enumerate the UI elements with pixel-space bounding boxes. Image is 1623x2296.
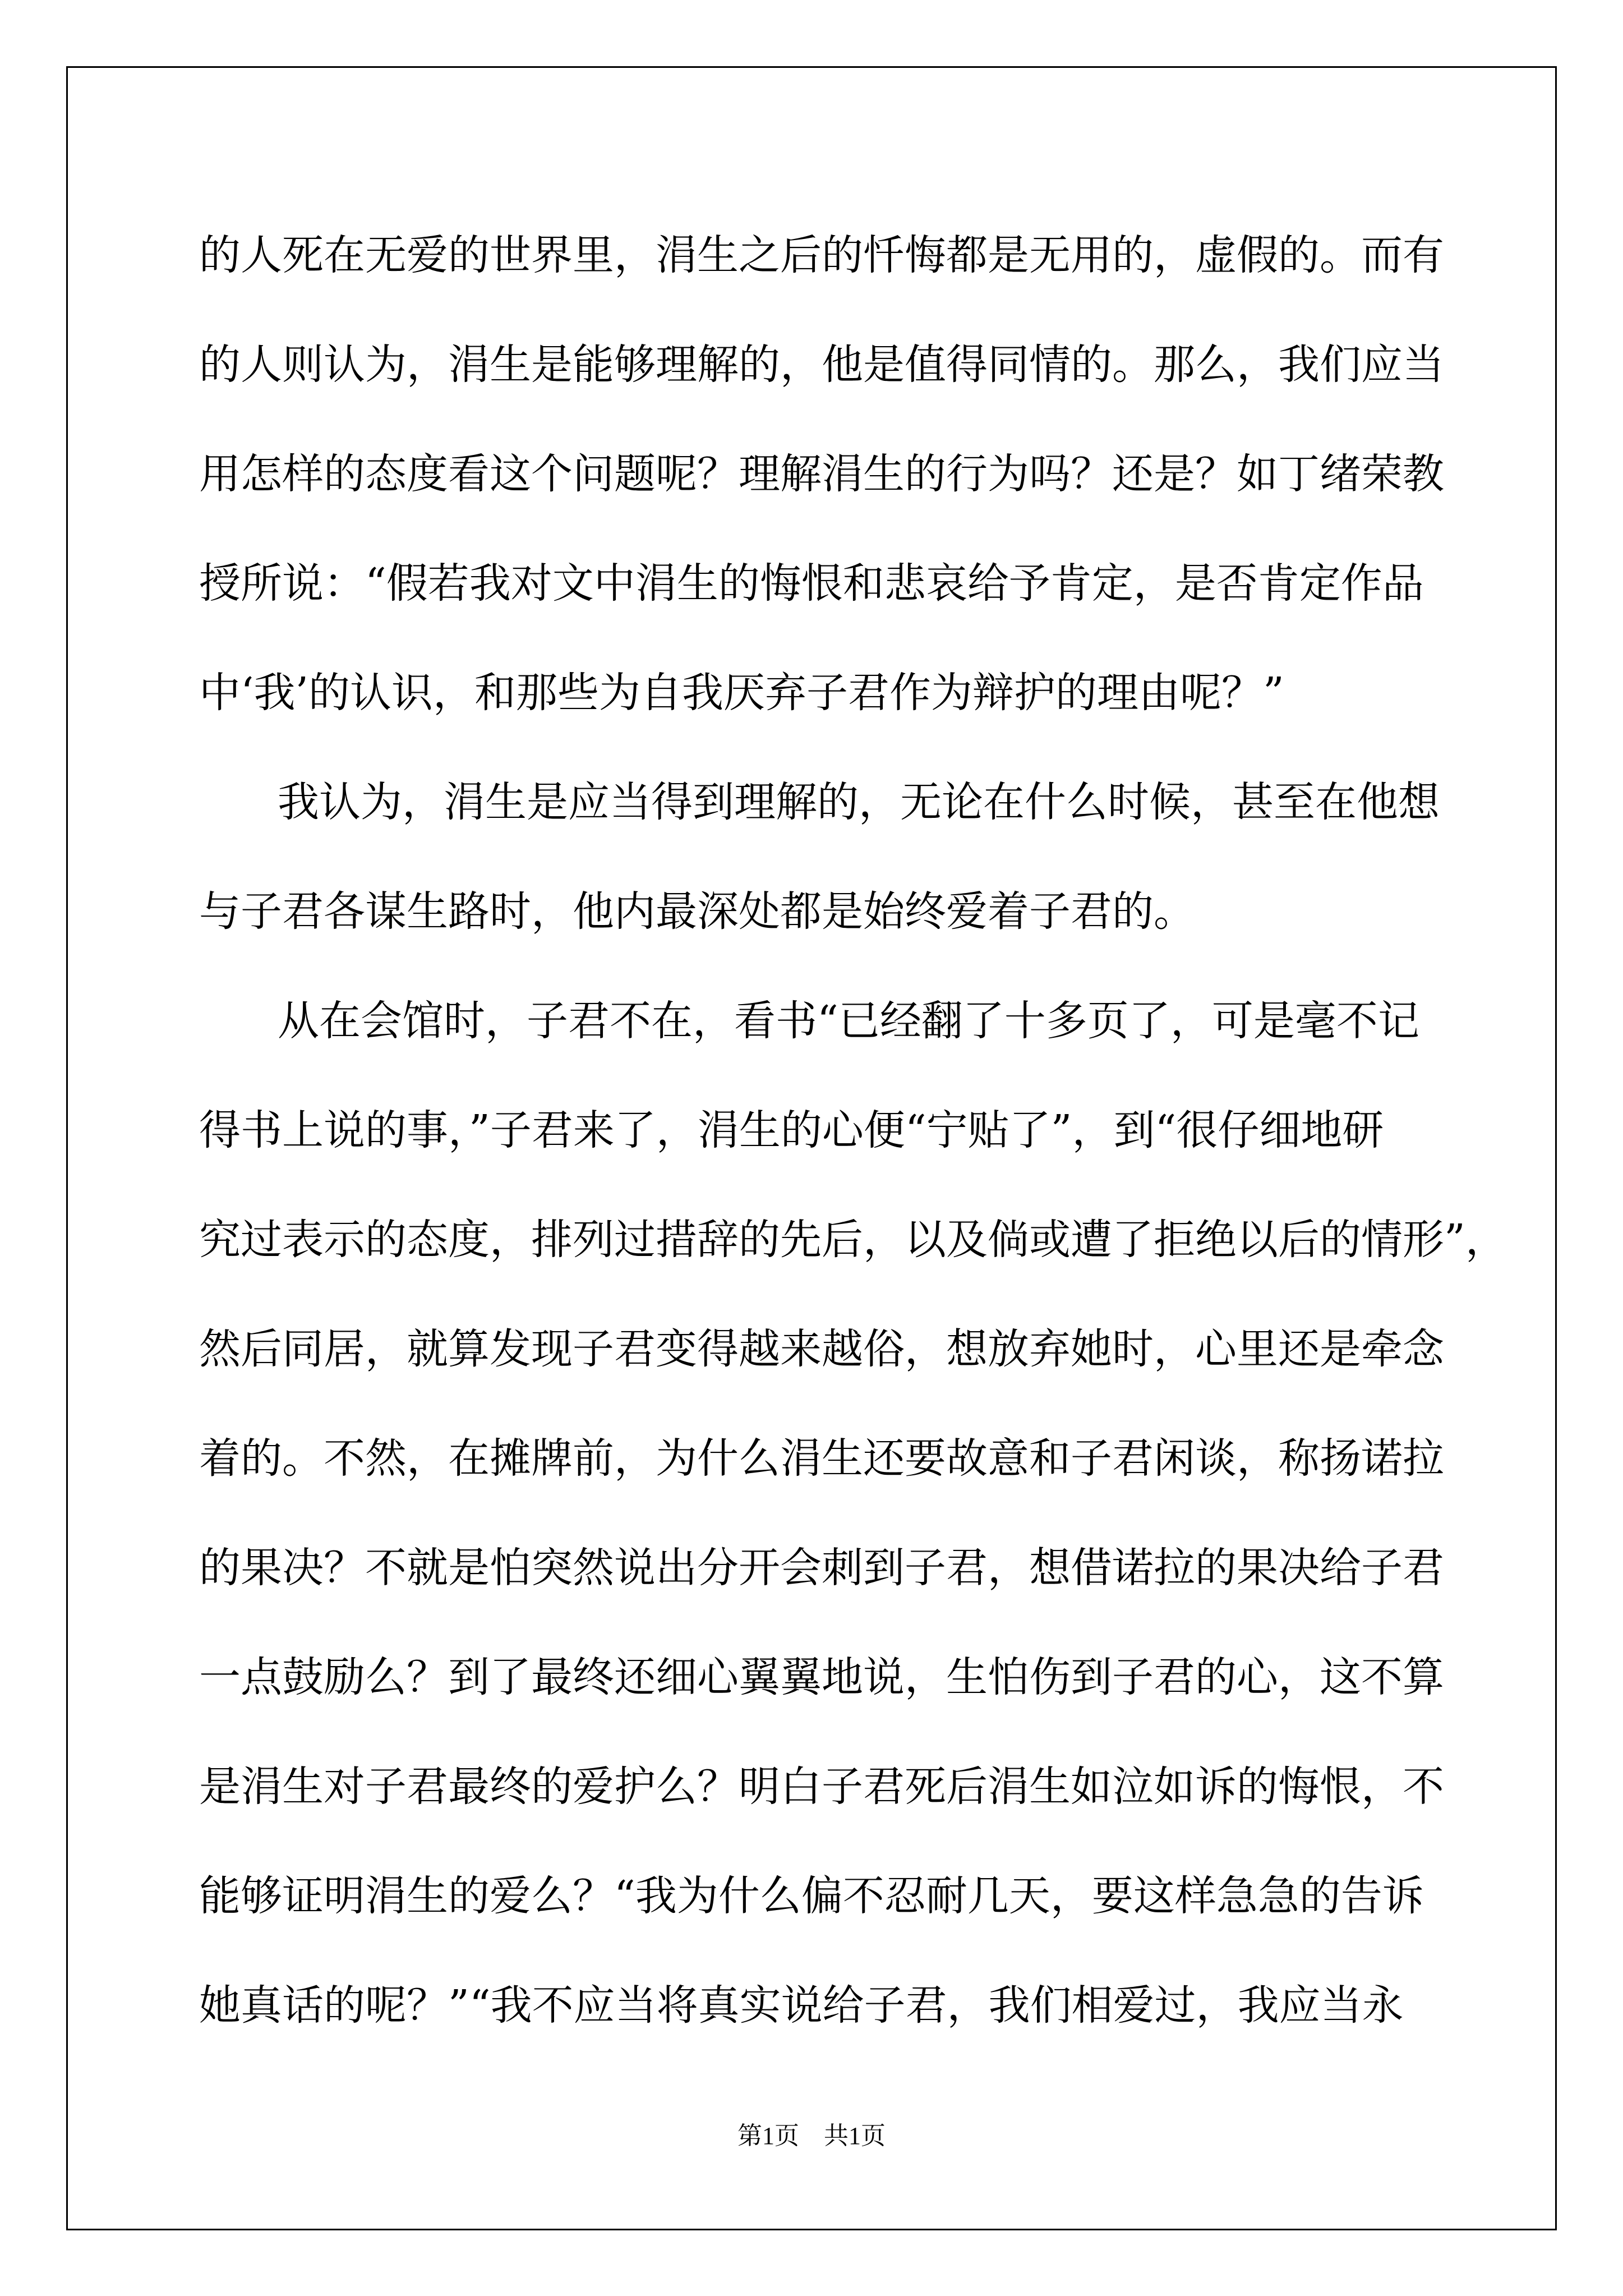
text-line: 然后同居，就算发现子君变得越来越俗，想放弃她时，心里还是牵念	[199, 1325, 1444, 1373]
text-line: 究过表示的态度，排列过措辞的先后，以及倘或遭了拒绝以后的情形”，	[199, 1216, 1507, 1264]
text-line: 的人则认为，涓生是能够理解的，他是值得同情的。那么，我们应当	[199, 341, 1444, 389]
text-line: 的人死在无爱的世界里，涓生之后的忏悔都是无用的，虚假的。而有	[199, 231, 1444, 279]
text-line: 从在会馆时，子君不在，看书“已经翻了十多页了，可是毫不记	[278, 997, 1419, 1045]
text-line: 是涓生对子君最终的爱护么？明白子君死后涓生如泣如诉的悔恨，不	[199, 1763, 1444, 1811]
page-footer: 第1页 共1页	[737, 2122, 886, 2150]
text-line: 着的。不然，在摊牌前，为什么涓生还要故意和子君闲谈，称扬诺拉	[199, 1434, 1444, 1483]
text-line: 得书上说的事，”子君来了，涓生的心便“宁贴了”，到“很仔细地研	[199, 1106, 1384, 1154]
text-line: 她真话的呢？”“我不应当将真实说给子君，我们相爱过，我应当永	[199, 1981, 1404, 2030]
text-line: 用怎样的态度看这个问题呢？理解涓生的行为吗？还是？如丁绪荣教	[199, 450, 1444, 498]
text-line: 授所说：“假若我对文中涓生的悔恨和悲哀给予肯定，是否肯定作品	[199, 559, 1424, 608]
text-line: 能够证明涓生的爱么？“我为什么偏不忍耐几天，要这样急急的告诉	[199, 1872, 1424, 1920]
text-line: 中‘我’的认识，和那些为自我厌弃子君作为辩护的理由呢？”	[199, 669, 1284, 717]
text-line: 我认为，涓生是应当得到理解的，无论在什么时候，甚至在他想	[278, 778, 1440, 826]
text-line: 一点鼓励么？到了最终还细心翼翼地说，生怕伤到子君的心，这不算	[199, 1653, 1444, 1701]
text-line: 与子君各谋生路时，他内最深处都是始终爱着子君的。	[199, 887, 1195, 936]
text-line: 的果决？不就是怕突然说出分开会刺到子君，想借诺拉的果决给子君	[199, 1544, 1444, 1592]
